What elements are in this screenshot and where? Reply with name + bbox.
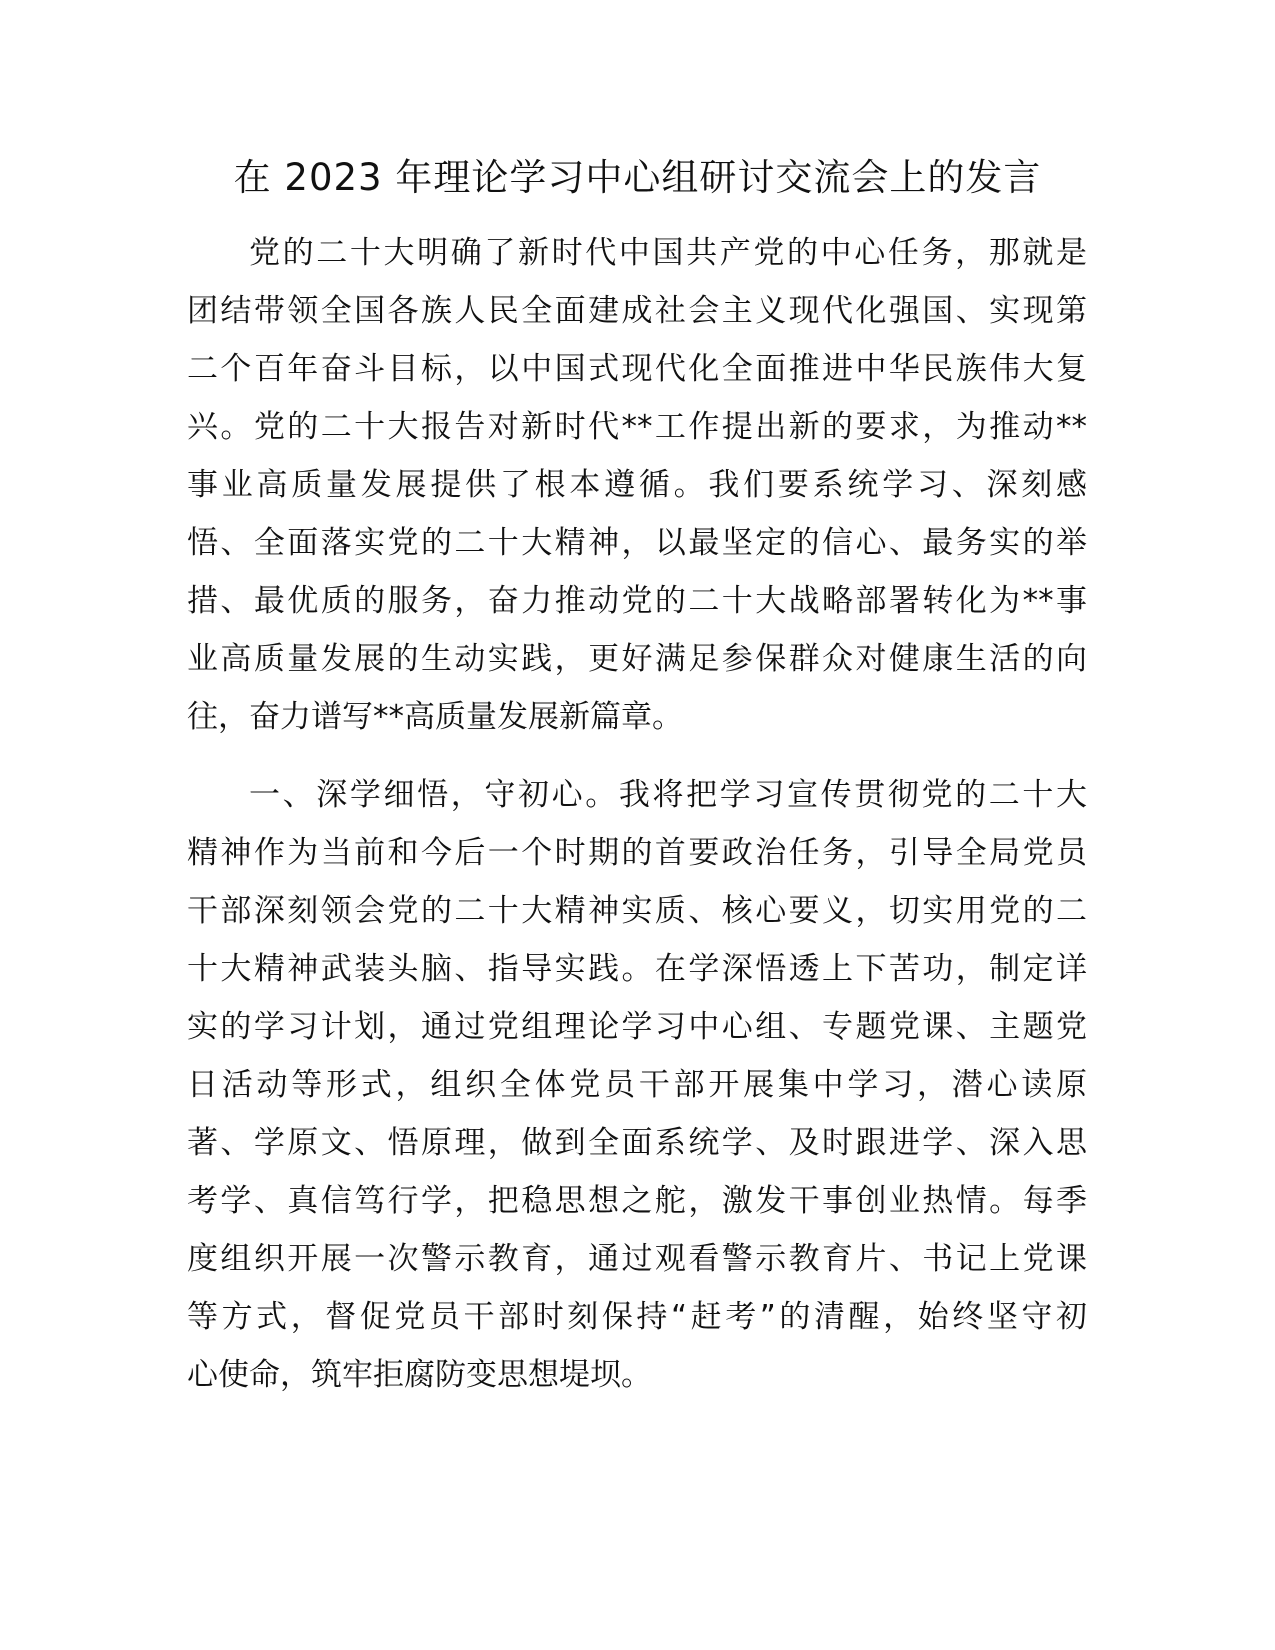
text-line: 团结带领全国各族人民全面建成社会主义现代化强国、实现第 [187, 293, 1087, 329]
text-line: 考学、真信笃行学，把稳思想之舵，激发干事创业热情。每季 [187, 1183, 1087, 1219]
text-line: 实的学习计划，通过党组理论学习中心组、专题党课、主题党 [187, 1009, 1087, 1045]
text-line: 二个百年奋斗目标，以中国式现代化全面推进中华民族伟大复 [187, 351, 1087, 387]
paragraph-intro [187, 224, 1087, 746]
text-line: 日活动等形式，组织全体党员干部开展集中学习，潜心读原 [187, 1067, 1087, 1103]
paragraph-section-one [187, 766, 1087, 1404]
text-line: 一、深学细悟，守初心。我将把学习宣传贯彻党的二十大 [249, 777, 1087, 813]
text-line: 措、最优质的服务，奋力推动党的二十大战略部署转化为**事 [187, 583, 1087, 619]
text-line: 悟、全面落实党的二十大精神，以最坚定的信心、最务实的举 [187, 525, 1087, 561]
text-line: 业高质量发展的生动实践，更好满足参保群众对健康生活的向 [187, 641, 1087, 677]
text-line: 兴。党的二十大报告对新时代**工作提出新的要求，为推动** [187, 409, 1087, 445]
text-line: 十大精神武装头脑、指导实践。在学深悟透上下苦功，制定详 [187, 951, 1087, 987]
text-line: 度组织开展一次警示教育，通过观看警示教育片、书记上党课 [187, 1241, 1087, 1277]
document-title: 在 2023 年理论学习中心组研讨交流会上的发言 [233, 156, 1042, 199]
text-line: 精神作为当前和今后一个时期的首要政治任务，引导全局党员 [187, 835, 1087, 871]
text-line: 著、学原文、悟原理，做到全面系统学、及时跟进学、深入思 [187, 1125, 1087, 1161]
text-line: 心使命，筑牢拒腐防变思想堤坝。 [187, 1357, 652, 1393]
text-line: 事业高质量发展提供了根本遵循。我们要系统学习、深刻感 [187, 467, 1087, 503]
text-line: 干部深刻领会党的二十大精神实质、核心要义，切实用党的二 [187, 893, 1087, 929]
text-line: 等方式，督促党员干部时刻保持“赶考”的清醒，始终坚守初 [187, 1299, 1087, 1335]
text-line: 党的二十大明确了新时代中国共产党的中心任务，那就是 [249, 235, 1087, 271]
document-body [187, 224, 1087, 1404]
text-line: 往，奋力谱写**高质量发展新篇章。 [187, 699, 683, 735]
